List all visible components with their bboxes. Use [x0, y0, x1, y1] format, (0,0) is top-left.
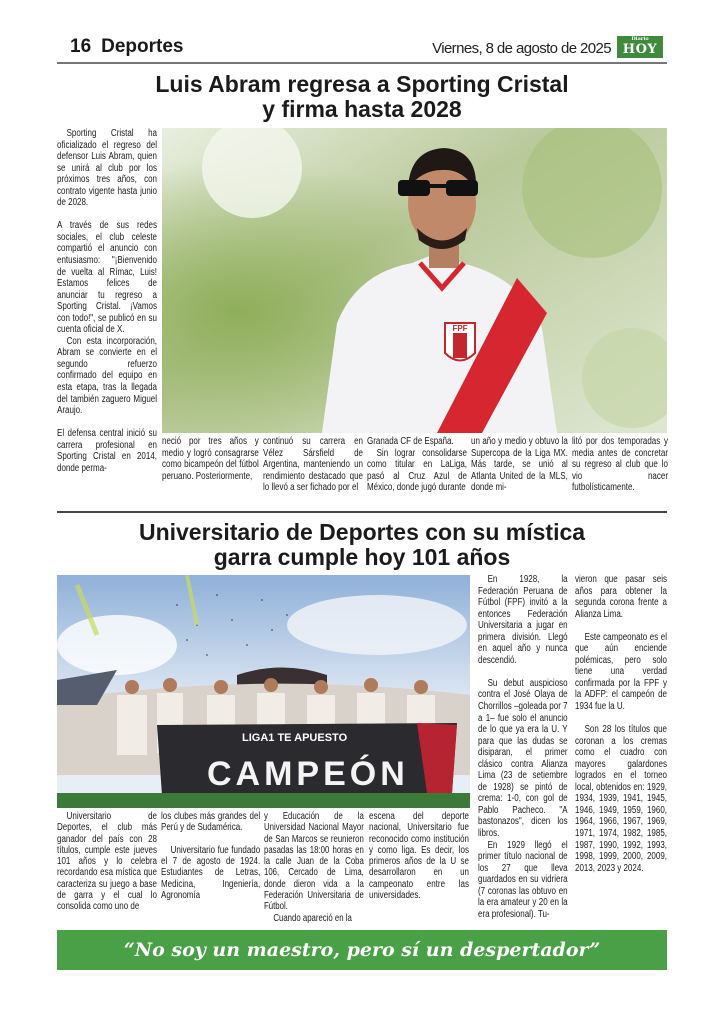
paragraph: Sporting Cristal ha oficializado el regreso del defensor Luis Abram, quien se unirá al club por los próximos tres años, con contrato vigente hasta junio de 2028. — [57, 128, 157, 209]
article1-column-6 — [572, 436, 668, 500]
header-rule — [57, 62, 667, 64]
paragraph: Granada CF de España. — [367, 436, 454, 447]
article1-column-4 — [367, 436, 467, 500]
paragraph: los clubes más grandes del Perú y de Sudamérica. — [161, 811, 261, 834]
headline-line: y firma hasta 2028 — [262, 96, 462, 122]
section-name: Deportes — [101, 36, 184, 57]
photo-banner-big-text: CAMPEÓN — [207, 755, 409, 793]
headline-line: Universitario de Deportes con su mística — [138, 519, 586, 545]
paragraph: continuó su carrera en Vélez Sársfield de Argentina, manteniendo un rendimiento destacado que lo llevó a ser fichado por el — [263, 436, 363, 494]
article2-column-4 — [369, 811, 469, 901]
paragraph: un año y medio y obtuvo la Supercopa de la Liga MX. Más tarde, se unió al Atlanta United de la MLS, donde mi- — [471, 436, 568, 494]
article2-column-1 — [57, 811, 157, 913]
article1-column-2 — [162, 436, 259, 500]
universitario-celebration-photo — [57, 575, 470, 808]
paragraph: Con esta incorporación, Abram se convierte en el segundo refuerzo confirmado del equipo en esta etapa, tras la llegada del también zaguero Miguel Araujo. — [57, 335, 157, 417]
paragraph: Cuando apareció en la — [273, 912, 352, 924]
page-number: 16 — [70, 36, 92, 57]
article2-column-3 — [264, 811, 364, 924]
paragraph: El defensa central inició su carrera profesional en Sporting Cristal en 2014, donde perma- — [57, 428, 157, 474]
article1-column-1 — [57, 128, 157, 500]
article1-headline — [57, 72, 667, 122]
luis-abram-photo — [162, 128, 667, 433]
paragraph: Son 28 los títulos que coronan a los cremas como el cuadro con mayores galardones logrados en el torneo local, obtenidos en: 1929, 1934, 1939, 1941, 1945, 1946, 1949, 1959, 1960, 1964, 1966, 1967, 1969, 1971, 1974, 1982, 1985, 1987, 1990, 1992, 1993, 1998, 1999, 2000, 2009, 2013, 2023 y 2024. — [575, 724, 667, 874]
article2-column-right-2 — [575, 574, 667, 924]
paragraph: Su debut auspicioso contra el José Olaya de Chorrillos –goleada por 7 a 1– fue solo el anuncio de lo que ya era la U. Y para que las dudas se disiparan, el primer clásico contra Alianza Lima (23 de setiembre de 1928) se pintó de crema: 1-0, con gol de Pablo Pacheco. "A bastonazos", dicen los libros. — [478, 677, 568, 840]
logo-big-text: HOY — [622, 42, 658, 57]
headline-line: garra cumple hoy 101 años — [213, 544, 511, 570]
photo-banner-text: LIGA1 TE APUESTO — [242, 732, 348, 744]
article2-column-2 — [161, 811, 260, 901]
page-header — [70, 36, 184, 58]
paragraph: escena del deporte nacional, Universitario fue reconocido como institución y como liga. Es decir, los primeros años de la U se desarrollaron en un campeonato entre las universidades. — [369, 811, 469, 902]
paragraph: Este campeonato es el que aún enciende polémicas, pero solo tiene una verdad confirmada por la FPF y la ADFP: el campeón de 1934 fue la U. — [575, 631, 667, 713]
paragraph: A través de sus redes sociales, el club celeste compartió el anuncio con entusiasmo: "¡Bienvenido de vuelta al Rímac, Luis! Estamos felices de anunciar tu regreso a Sporting Cristal. ¡Vamos con todo!", se publicó en su cuenta oficial de X. — [57, 220, 157, 336]
article1-column-5 — [471, 436, 568, 500]
paragraph: y Educación de la Universidad Nacional Mayor de San Marcos se reunieron pasadas las 18:00 horas en la calle Juan de la Coba 106, Cercado de Lima, donde dieron vida a la Federación Universitaria de Fútbol. — [264, 811, 364, 913]
article2-column-right-1 — [478, 574, 568, 924]
headline-line: Luis Abram regresa a Sporting Cristal — [155, 71, 569, 97]
logo-small-text: Diario — [631, 36, 649, 42]
fpf-crest-text: FPF — [452, 324, 468, 333]
paragraph: Universitario de Deportes, el club más ganador del país con 28 títulos, cumple este jueves 101 años y lo celebra recordando esa mística que caracteriza su juego a base de garra y el cual lo consolida como uno de — [57, 811, 157, 913]
diario-hoy-logo — [617, 36, 663, 58]
paragraph: En 1928, la Federación Peruana de Fútbol (FPF) invitó a la entonces Federación Universitaria a jugar en primera división. Llegó en aquel año y nunca descendió. — [478, 574, 568, 666]
paragraph: Universitario fue fundado el 7 de agosto de 1924. Estudiantes de Letras, Medicina, Ingeniería, Agronomía — [161, 844, 261, 902]
article1-column-3 — [263, 436, 363, 500]
quote-banner: “No soy un maestro, pero sí un despertador” — [57, 930, 667, 970]
paragraph: vieron que pasar seis años para obtener la segunda corona frente a Alianza Lima. — [575, 574, 667, 620]
article2-headline — [57, 520, 667, 570]
paragraph: neció por tres años y medio y logró consagrarse como bicampeón del fútbol peruano. Posteriormente, — [162, 436, 259, 482]
paragraph: Sin lograr consolidarse como titular en LaLiga, pasó al Cruz Azul de México, donde jugó durante — [367, 447, 467, 494]
article-divider — [57, 511, 667, 513]
paragraph: litó por dos temporadas y media antes de concretar su regreso al club que lo vio nacer futbolísticamente. — [572, 436, 668, 494]
paragraph: En 1929 llegó el primer título nacional de los 27 que lleva guardados en su vidriera (7 coronas las obtuvo en la era amateur y 20 en la era profesional). Tu- — [478, 839, 568, 920]
issue-date: Viernes, 8 de agosto de 2025 — [432, 40, 611, 57]
